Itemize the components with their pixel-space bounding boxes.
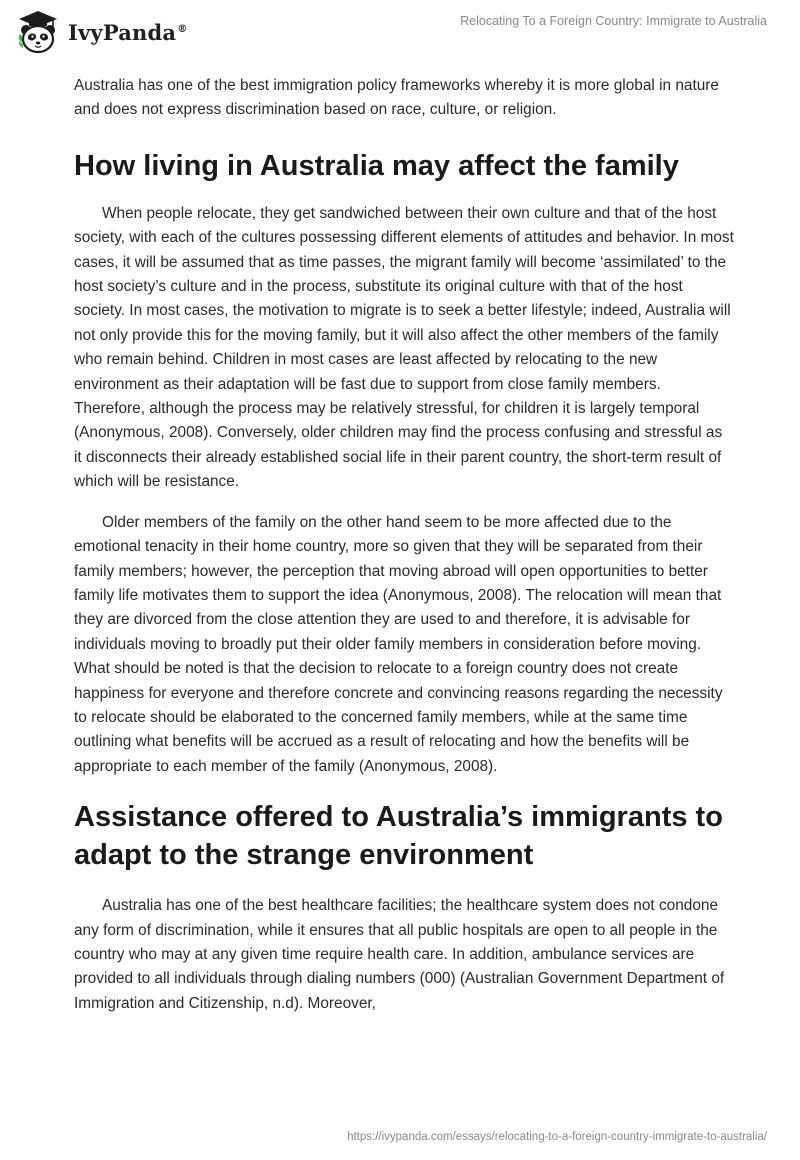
intro-paragraph: Australia has one of the best immigration policy frameworks whereby it is more global in nature and does not express discrimination based on race, culture, or religion. (74, 77, 719, 119)
registered-mark: ® (177, 23, 188, 35)
section-heading-family: How living in Australia may affect the family (74, 149, 679, 182)
paragraph-family-1: When people relocate, they get sandwiched between their own culture and that of the host society, with each of the cultures possessing different elements of attitudes and behavior. In most cases, it will be assumed that as time passes, the migrant family will become ‘assimilated’ to the host society’s culture and in the process, substitute its original culture with that of the host society. In most cases, the motivation to migrate is to seek a better lifestyle; indeed, Australia will not only provide this for the moving family, but it will also affect the other members of the family who remain behind. Children in most cases are least affected by relocating to the new environment as their adaptation will be fast due to support from close family members. Therefore, although the process may be relatively stressful, for children it is largely temporal (Anonymous, 2008). Conversely, older children may find the process confusing and stressful as it disconnects their already established social life in their parent country, the short-term result of which will be resistance. (74, 204, 734, 491)
source-url[interactable]: https://ivypanda.com/essays/relocating-to-a-foreign-country-immigrate-to-australia/ (347, 1131, 767, 1143)
article-body (74, 66, 734, 1016)
panda-graduate-icon (14, 8, 62, 56)
brand-name: IvyPanda® (68, 19, 188, 45)
brand-logo[interactable] (14, 8, 187, 56)
document-title: Relocating To a Foreign Country: Immigrate to Australia (460, 14, 767, 28)
paragraph-assistance-1: Australia has one of the best healthcare facilities; the healthcare system does not condone any form of discrimination, while it ensures that all public hospitals are open to all people in the country who may at any given time require health care. In addition, ambulance services are provided to all individuals through dialing numbers (000) (Australian Government Department of Immigration and Citizenship, n.d). Moreover, (74, 897, 725, 1012)
section-heading-assistance: Assistance offered to Australia’s immigrants to adapt to the strange environment (74, 801, 723, 872)
page-header (0, 0, 800, 60)
paragraph-family-2: Older members of the family on the other hand seem to be more affected due to the emotional tenacity in their home country, more so given that they will be separated from their family members; however, the perception that moving abroad will open opportunities to better family life motivates them to support the idea (Anonymous, 2008). The relocation will mean that they are divorced from the close attention they are used to and therefore, it is advisable for individuals moving to broadly put their older family members in consideration before moving. What should be noted is that the decision to relocate to a foreign country does not create happiness for everyone and therefore concrete and convincing reasons regarding the necessity to relocate should be elaborated to the concerned family members, while at the same time outlining what benefits will be accrued as a result of relocating and how the benefits will be appropriate to each member of the family (Anonymous, 2008). (74, 513, 723, 775)
